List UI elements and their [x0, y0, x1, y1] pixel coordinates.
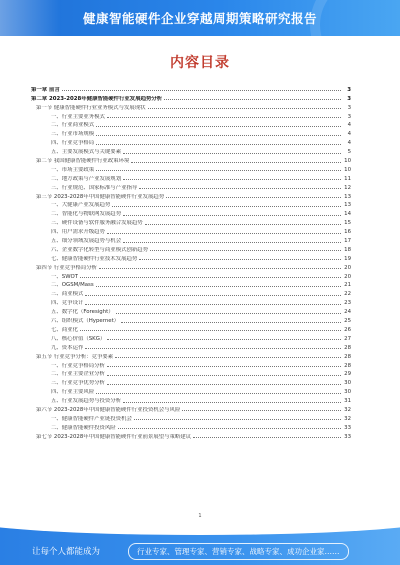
toc-entry[interactable] — [31, 271, 351, 280]
toc-entry[interactable] — [31, 395, 351, 404]
toc-leader-dots — [107, 384, 341, 385]
toc-heading: 内容目录 — [170, 55, 230, 71]
toc-entry[interactable] — [31, 84, 351, 93]
toc-entry[interactable] — [31, 128, 351, 137]
toc-entry-page: 14 — [344, 211, 351, 218]
toc-entry-label: 二、行业主要企业分析 — [51, 371, 105, 378]
toc-leader-dots — [193, 437, 341, 438]
toc-entry-label: 一、市场主要政策 — [51, 166, 95, 173]
toc-leader-dots — [123, 153, 341, 154]
toc-leader-dots — [107, 375, 341, 376]
toc-entry[interactable] — [31, 280, 351, 289]
toc-entry-label: 三、行业竞争优势分析 — [51, 380, 105, 387]
toc-entry[interactable] — [31, 324, 351, 333]
toc-leader-dots — [118, 428, 341, 429]
toc-entry-page: 3 — [347, 86, 351, 93]
toc-entry-label: 第七节 2023-2028年中国健康智能硬件行业前景展望与策略建议 — [36, 433, 192, 440]
toc-entry-page: 33 — [344, 424, 351, 431]
toc-entry-page: 3 — [347, 113, 351, 120]
toc-entry-label: 五、数字化（Foresight） — [51, 309, 114, 316]
toc-entry[interactable] — [31, 351, 351, 360]
toc-entry[interactable] — [31, 200, 351, 209]
page-number: 1 — [198, 513, 202, 519]
report-title: 健康智能硬件企业穿越周期策略研究报告 — [82, 11, 317, 26]
toc-entry-page: 5 — [347, 149, 351, 156]
toc-entry[interactable] — [31, 262, 351, 271]
toc-entry-page: 13 — [344, 202, 351, 209]
toc-entry[interactable] — [31, 191, 351, 200]
toc-entry-label: 第二章 2023-2028年健康智能硬件行业发展趋势分析 — [31, 95, 163, 102]
toc-entry-page: 28 — [344, 362, 351, 369]
toc-leader-dots — [164, 99, 341, 100]
toc-leader-dots — [85, 348, 341, 349]
toc-entry[interactable] — [31, 120, 351, 129]
toc-leader-dots — [123, 242, 341, 243]
toc-entry-label: 三、行业市场规模 — [51, 131, 95, 138]
toc-leader-dots — [96, 286, 341, 287]
toc-entry[interactable] — [31, 217, 351, 226]
toc-entry-page: 30 — [344, 389, 351, 396]
toc-entry[interactable] — [31, 111, 351, 120]
toc-leader-dots — [96, 144, 341, 145]
toc-leader-dots — [80, 277, 341, 278]
footer-tagline: 行业专家、管理专家、营销专家、战略专家、成功企业家…… — [128, 543, 349, 560]
toc-entry-label: 四、竞争设计 — [51, 300, 84, 307]
toc-entry-page: 19 — [344, 255, 351, 262]
toc-leader-dots — [131, 162, 341, 163]
toc-entry-label: 一、大健康产业发展趋势 — [51, 202, 111, 209]
toc-entry[interactable] — [31, 235, 351, 244]
toc-entry-page: 18 — [344, 246, 351, 253]
toc-entry-label: 一、SWOT — [51, 273, 79, 280]
toc-entry[interactable] — [31, 413, 351, 422]
toc-leader-dots — [85, 295, 341, 296]
toc-entry-label: 二、地方政策与产业发展规划 — [51, 175, 122, 182]
toc-leader-dots — [121, 322, 341, 323]
toc-leader-dots — [123, 402, 341, 403]
toc-entry-page: 4 — [347, 140, 351, 147]
toc-entry[interactable] — [31, 404, 351, 413]
footer-banner — [0, 523, 400, 565]
toc-entry-page: 33 — [344, 433, 351, 440]
toc-entry-label: 第五节 行业竞争分析：竞争要素 — [36, 353, 114, 360]
toc-leader-dots — [107, 117, 341, 118]
toc-entry-page: 15 — [344, 220, 351, 227]
toc-leader-dots — [85, 304, 341, 305]
toc-leader-dots — [139, 259, 341, 260]
toc-leader-dots — [123, 179, 341, 180]
toc-entry[interactable] — [31, 164, 351, 173]
toc-entry[interactable] — [31, 377, 351, 386]
toc-entry-label: 第一章 前言 — [31, 86, 60, 93]
toc-entry-page: 24 — [344, 309, 351, 316]
toc-entry[interactable] — [31, 297, 351, 306]
toc-entry-page: 25 — [344, 318, 351, 325]
toc-entry-page: 26 — [344, 326, 351, 333]
toc-entry[interactable] — [31, 253, 351, 262]
toc-entry-label: 九、资本运作 — [51, 344, 84, 351]
toc-entry-label: 二、智能化与物联网发展趋势 — [51, 211, 122, 218]
toc-entry-label: 五、细分领域发展趋势与机会 — [51, 238, 122, 245]
toc-entry-label: 四、用户需求升级趋势 — [51, 229, 105, 236]
toc-leader-dots — [166, 197, 341, 198]
toc-entry[interactable] — [31, 288, 351, 297]
toc-entry[interactable] — [31, 226, 351, 235]
toc-entry-page: 12 — [344, 184, 351, 191]
toc-leader-dots — [96, 170, 341, 171]
toc-entry-page: 10 — [344, 158, 351, 165]
toc-entry-page: 3 — [347, 104, 351, 111]
toc-entry-label: 四、行业竞争格局 — [51, 140, 95, 147]
toc-entry-page: 23 — [344, 300, 351, 307]
toc-leader-dots — [123, 215, 341, 216]
toc-entry-page: 31 — [344, 398, 351, 405]
toc-entry[interactable] — [31, 102, 351, 111]
footer-slogan: 让每个人都能成为 — [32, 547, 101, 557]
toc-entry-label: 第六节 2023-2028年中国健康智能硬件行业投资机会与风险 — [36, 406, 181, 413]
header-banner — [0, 0, 400, 36]
toc-entry-page: 20 — [344, 273, 351, 280]
toc-leader-dots — [62, 90, 341, 91]
toc-entry-page: 11 — [344, 175, 351, 182]
toc-entry-page: 4 — [347, 131, 351, 138]
toc-leader-dots — [96, 126, 341, 127]
toc-entry[interactable] — [31, 342, 351, 351]
toc-entry[interactable] — [31, 182, 351, 191]
toc-entry[interactable] — [31, 208, 351, 217]
toc-entry-page: 17 — [344, 238, 351, 245]
toc-entry[interactable] — [31, 315, 351, 324]
toc-entry-page: 32 — [344, 415, 351, 422]
toc-leader-dots — [145, 224, 341, 225]
toc-entry[interactable] — [31, 137, 351, 146]
toc-entry-label: 二、OGSM/Mass — [51, 282, 94, 289]
toc-entry-label: 一、行业竞争格局分析 — [51, 362, 105, 369]
toc-entry-page: 20 — [344, 264, 351, 271]
toc-entry[interactable] — [31, 369, 351, 378]
toc-leader-dots — [107, 339, 341, 340]
toc-leader-dots — [99, 268, 341, 269]
toc-entry-label: 二、行业商业模式 — [51, 122, 95, 129]
table-of-contents — [31, 84, 351, 440]
toc-entry-label: 五、行业发展趋势与投资分析 — [51, 398, 122, 405]
toc-leader-dots — [96, 393, 341, 394]
toc-leader-dots — [107, 366, 341, 367]
toc-entry-label: 五、主要发展模式与关键要素 — [51, 149, 122, 156]
toc-entry-label: 第三节 2023-2028年中国健康智能硬件行业发展趋势 — [36, 193, 165, 200]
toc-entry[interactable] — [31, 244, 351, 253]
toc-entry-label: 七、健康智能硬件行业技术发展趋势 — [51, 255, 138, 262]
toc-leader-dots — [112, 206, 341, 207]
toc-entry-label: 一、健康智能硬件产业链投资机会 — [51, 415, 132, 422]
toc-entry-page: 16 — [344, 229, 351, 236]
toc-leader-dots — [116, 313, 341, 314]
toc-entry-page: 28 — [344, 353, 351, 360]
toc-leader-dots — [134, 419, 341, 420]
toc-entry[interactable] — [31, 155, 351, 164]
toc-entry-page: 13 — [344, 193, 351, 200]
toc-leader-dots — [139, 188, 341, 189]
toc-entry-label: 八、核心价值（SKG） — [51, 335, 106, 342]
toc-entry[interactable] — [31, 93, 351, 102]
toc-entry-label: 三、商业模式 — [51, 291, 84, 298]
toc-entry[interactable] — [31, 333, 351, 342]
toc-entry-page: 29 — [344, 371, 351, 378]
toc-entry-label: 六、企业数字化转型与商业模式创新趋势 — [51, 246, 149, 253]
toc-entry[interactable] — [31, 146, 351, 155]
toc-entry[interactable] — [31, 422, 351, 431]
toc-leader-dots — [80, 330, 341, 331]
toc-leader-dots — [182, 410, 341, 411]
toc-entry-page: 10 — [344, 166, 351, 173]
toc-entry-label: 第一节 健康智能硬件行业业务模式与发展现状 — [36, 104, 146, 111]
toc-entry[interactable] — [31, 386, 351, 395]
toc-entry-label: 四、行业主要风险 — [51, 389, 95, 396]
toc-entry[interactable] — [31, 360, 351, 369]
toc-entry-label: 第二节 我国健康智能硬件行业政策环境 — [36, 158, 130, 165]
toc-entry-page: 27 — [344, 335, 351, 342]
toc-entry-page: 28 — [344, 344, 351, 351]
toc-entry-label: 三、硬件设备与软件服务融合发展趋势 — [51, 220, 143, 227]
footer-curve — [0, 523, 400, 535]
toc-leader-dots — [150, 250, 341, 251]
toc-entry-page: 4 — [347, 122, 351, 129]
toc-entry-page: 3 — [347, 95, 351, 102]
toc-entry-label: 三、行业规范、国家标准与产业指导 — [51, 184, 138, 191]
toc-entry[interactable] — [31, 431, 351, 440]
toc-leader-dots — [96, 135, 341, 136]
toc-entry-page: 30 — [344, 380, 351, 387]
toc-entry-label: 七、商业化 — [51, 326, 78, 333]
toc-leader-dots — [148, 108, 341, 109]
toc-leader-dots — [115, 357, 341, 358]
toc-entry-label: 一、行业主要业务模式 — [51, 113, 105, 120]
toc-leader-dots — [107, 233, 341, 234]
toc-entry-label: 第四节 行业竞争格局分析 — [36, 264, 98, 271]
toc-entry[interactable] — [31, 306, 351, 315]
toc-entry-page: 21 — [344, 282, 351, 289]
toc-entry-label: 六、组织模式（Hypernet） — [51, 318, 120, 325]
toc-entry-page: 32 — [344, 406, 351, 413]
toc-entry[interactable] — [31, 173, 351, 182]
toc-entry-page: 22 — [344, 291, 351, 298]
toc-entry-label: 二、健康智能硬件投资风险 — [51, 424, 116, 431]
